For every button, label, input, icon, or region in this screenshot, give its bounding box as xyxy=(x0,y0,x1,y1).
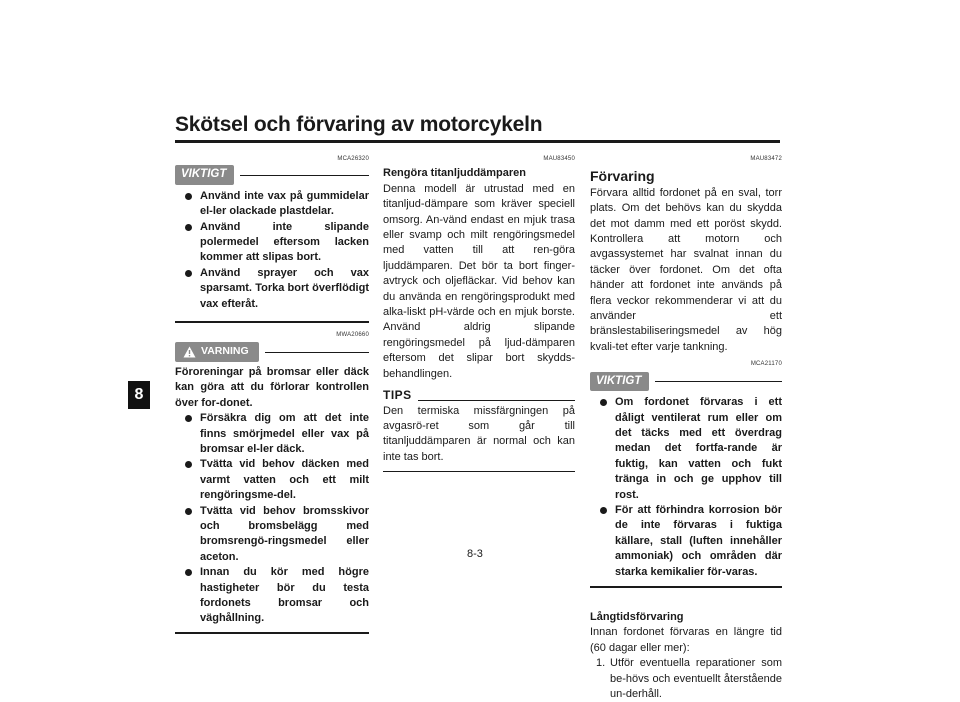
list-item: Använd inte vax på gummidelar el-ler olackade plastdelar. xyxy=(175,189,369,220)
divider xyxy=(175,632,369,634)
tips-text: Den termiska missfärgningen på avgasrö-ret som går till titanljuddämparen är normal och kan inte tas bort. xyxy=(383,404,575,463)
bullet-icon xyxy=(185,270,192,277)
list-item: Innan du kör med högre hastigheter bör du testa fordonets bromsar och väghållning. xyxy=(175,565,369,627)
varning-label: VARNING xyxy=(201,345,249,358)
varning-badge xyxy=(175,342,259,361)
viktigt-badge: VIKTIGT xyxy=(175,165,234,184)
divider xyxy=(383,471,575,472)
list-item: Tvätta vid behov däcken med varmt vatten och ett milt rengöringsme-del. xyxy=(175,457,369,503)
body-text: Denna modell är utrustad med en titanljud-dämpare som kräver speciell omsorg. An-vänd endast en mjuk trasa eller svamp och milt rengöringsmedel med vatten till att ren-göra ljuddämparen. Det bör ta bort finger-avtryck och oljefläckar. Vid behov kan du använda en rengöringsprodukt med alka-liskt pH-värde och en mjuk borste. Använd aldrig slipande rengöringsmedel på ljud-dämparen eftersom det slipar bort skydds-behandlingen. xyxy=(383,182,575,380)
bullet-icon xyxy=(185,569,192,576)
list-item: Använd inte slipande polermedel eftersom lacken kommer att slipas bort. xyxy=(175,220,369,266)
warning-triangle-icon xyxy=(183,346,196,358)
body-text: Förvara alltid fordonet på en sval, torr plats. Om det behövs kan du skydda det mot damm med ett poröst skydd. Kontrollera att motorn och avgassystemet har svalnat innan du täcker över fordonet. Om det ofta händer att fordonet inte används på flera veckor rekommenderar vi att du använder ett bränslestabiliseringsmedel av hög kvali-tet efter varje tankning. xyxy=(590,186,782,353)
reference-code: MCA26320 xyxy=(337,156,369,162)
body-text: Innan fordonet förvaras en längre tid (60 dagar eller mer): xyxy=(590,626,782,654)
reference-code: MWA20660 xyxy=(336,332,369,339)
page-number: 8-3 xyxy=(467,548,483,560)
chapter-tab: 8 xyxy=(128,381,150,409)
step-number: 1. xyxy=(596,657,606,670)
bullet-icon xyxy=(185,508,192,515)
divider xyxy=(590,586,782,588)
title-rule xyxy=(175,140,780,143)
divider xyxy=(175,321,369,323)
notice-header xyxy=(590,372,782,391)
list-item: Använd sprayer och vax sparsamt. Torka bort överflödigt vax efteråt. xyxy=(175,266,369,312)
divider xyxy=(265,352,369,353)
bullet-icon xyxy=(600,399,607,406)
tips-label: TIPS xyxy=(383,388,412,403)
subsection-heading: Långtidsförvaring xyxy=(590,610,684,623)
notice-list xyxy=(175,189,369,312)
reference-code: MAU83450 xyxy=(543,156,575,162)
bullet-icon xyxy=(185,415,192,422)
bullet-icon xyxy=(600,507,607,514)
warning-intro: Föroreningar på bromsar eller däck kan göra att du förlorar kontrollen över for-donet. xyxy=(175,365,369,409)
warning-list xyxy=(175,411,369,627)
viktigt-badge: VIKTIGT xyxy=(590,372,649,391)
list-item: Om fordonet förvaras i ett dåligt ventilerat rum eller om det täcks med ett överdrag medan det fortfa-rande är fuktig, kan vatten och fukt tränga in och ge upphov till rost. xyxy=(590,395,782,503)
notice-header xyxy=(175,165,369,184)
section-heading: Rengöra titanljuddämparen xyxy=(383,167,527,180)
warning-header xyxy=(175,342,369,361)
column-2 xyxy=(383,152,575,472)
list-item: För att förhindra korrosion bör de inte förvaras i fuktiga källare, stall (luften innehåller ammoniak) och områden där starka kemikalier för-varas. xyxy=(590,503,782,580)
bullet-icon xyxy=(185,461,192,468)
divider xyxy=(418,400,575,401)
page-title: Skötsel och förvaring av motorcykeln xyxy=(175,113,543,136)
reference-code: MCA21170 xyxy=(750,361,782,368)
column-3 xyxy=(590,152,782,702)
list-item: Försäkra dig om att det inte finns smörjmedel eller vax på bromsar el-ler däck. xyxy=(175,411,369,457)
section-heading: Förvaring xyxy=(590,168,655,185)
bullet-icon xyxy=(185,224,192,231)
reference-code: MAU83472 xyxy=(750,156,782,162)
divider xyxy=(240,175,369,176)
column-1 xyxy=(175,152,369,634)
list-item xyxy=(590,656,782,702)
step-text: Utför eventuella reparationer som be-hövs och eventuellt återstående un-derhåll. xyxy=(610,657,782,700)
bullet-icon xyxy=(185,193,192,200)
tips-header xyxy=(383,388,575,403)
divider xyxy=(655,381,782,382)
list-item: Tvätta vid behov bromsskivor och bromsbelägg med bromsrengö-ringsmedel eller aceton. xyxy=(175,504,369,566)
notice-list xyxy=(590,395,782,580)
